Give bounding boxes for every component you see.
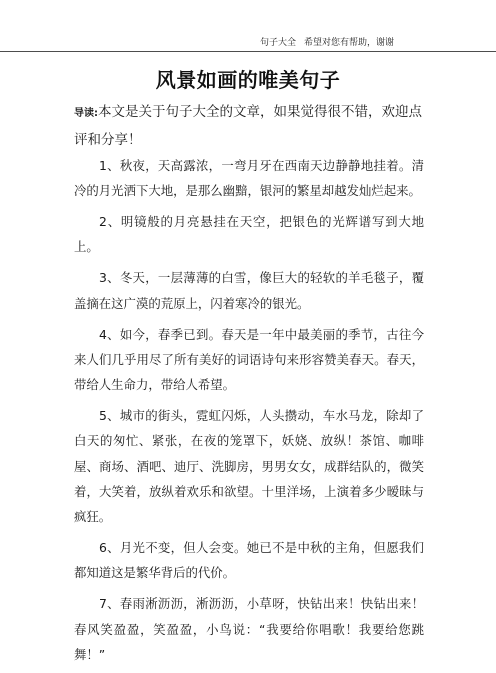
intro-text: 本文是关于句子大全的文章，如果觉得很不错，欢迎点评和分享！ <box>74 104 422 148</box>
page-title: 风景如画的唯美句子 <box>155 68 341 92</box>
body-text <box>74 153 424 673</box>
intro-label: 导读: <box>74 108 98 119</box>
header-site-name: 句子大全 <box>259 38 296 48</box>
header-tagline: 希望对您有帮助，谢谢 <box>303 38 394 48</box>
paragraph: 1、秋夜，天高露浓，一弯月牙在西南天边静静地挂着。清冷的月光洒下大地，是那么幽黯，银河的繁星却越发灿烂起来。 <box>74 158 424 199</box>
paragraph: 2、明镜般的月亮悬挂在天空，把银色的光辉谱写到大地上。 <box>74 214 424 255</box>
paragraph: 7、春雨淅沥沥，淅沥沥，小草呀，快钻出来！快钻出来！春风笑盈盈，笑盈盈，小鸟说：“我要给你唱歌！我要给您跳舞！” <box>74 596 424 662</box>
paragraph: 6、月光不变，但人会变。她已不是中秋的主角，但愿我们都知道这是繁华背后的代价。 <box>74 540 424 581</box>
header-text <box>260 37 394 49</box>
paragraph: 3、冬天，一层薄薄的白雪，像巨大的轻软的羊毛毯子，覆盖摘在这广漠的荒原上，闪着寒冷的银光。 <box>74 270 424 311</box>
paragraph: 5、城市的街头，霓虹闪烁，人头攒动，车水马龙，除却了白天的匆忙、紧张，在夜的笼罩下，妖娆、放纵！茶馆、咖啡屋、商场、酒吧、迪厅、洗脚房，男男女女，成群结队的，微笑着，大笑着，放纵着欢乐和欲望。十里洋场，上演着多少暧昧与疯狂。 <box>74 408 424 525</box>
paragraph: 4、如今，春季已到。春天是一年中最美丽的季节，古往今来人们几乎用尽了所有美好的词语诗句来形容赞美春天。春天，带给人生命力，带给人希望。 <box>74 326 424 393</box>
intro <box>74 99 432 153</box>
page-header <box>0 24 496 52</box>
